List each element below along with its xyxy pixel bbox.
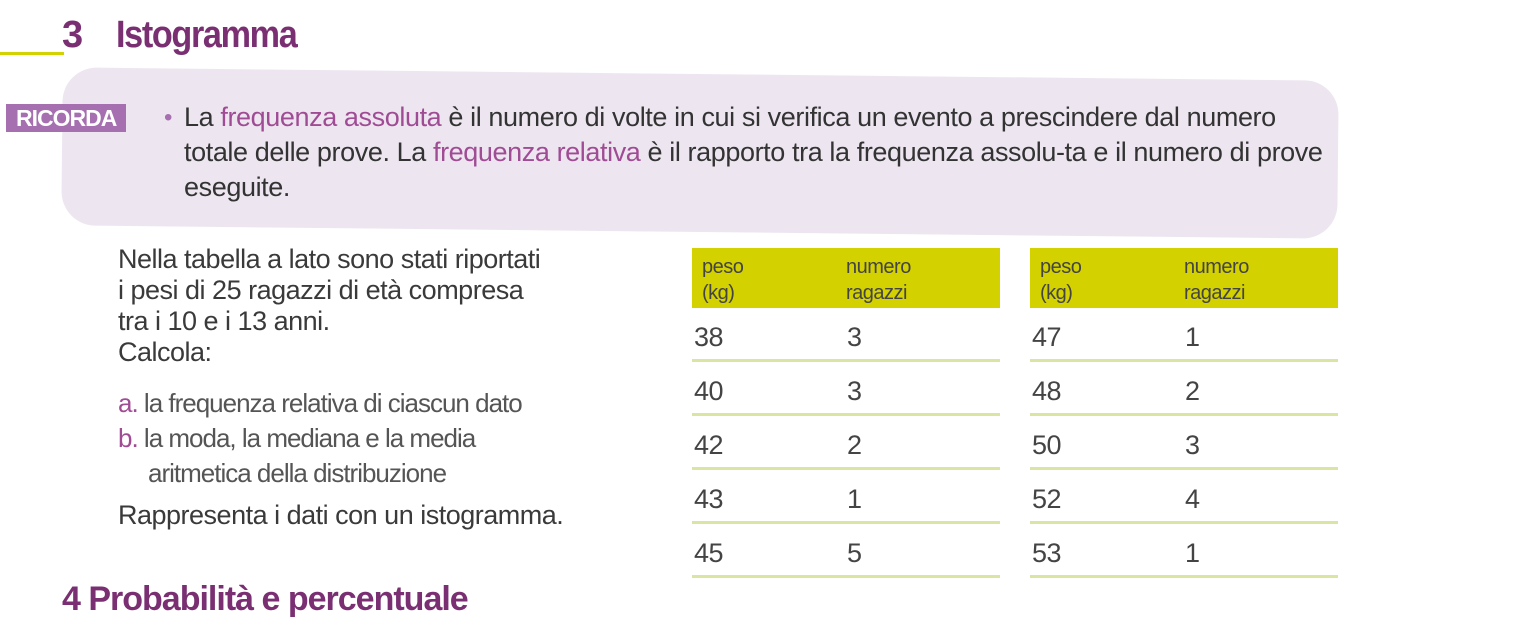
sub-items <box>118 386 638 491</box>
section-title: Istogramma <box>116 14 297 56</box>
header-numero: numero ragazzi <box>1184 256 1249 304</box>
table-row: 42 2 <box>692 416 1000 470</box>
final-instruction: Rappresenta i dati con un istogramma. <box>118 500 564 530</box>
ricorda-badge: RICORDA <box>6 104 126 132</box>
table-row: 52 4 <box>1030 470 1338 524</box>
table-row: 53 1 <box>1030 524 1338 578</box>
table-row: 40 3 <box>692 362 1000 416</box>
table-row: 50 3 <box>1030 416 1338 470</box>
header-peso: peso (kg) <box>1040 256 1082 304</box>
problem-statement: Nella tabella a lato sono stati riportati i pesi di 25 ragazzi di età compresa tra i 10 e i 13 anni. Calcola: <box>118 244 541 367</box>
term-frequenza-relativa: frequenza relativa <box>432 137 641 167</box>
section-number: 3 <box>62 14 83 56</box>
table-header <box>692 248 1000 308</box>
table-row: 43 1 <box>692 470 1000 524</box>
ricorda-text: La frequenza assoluta è il numero di volte in cui si verifica un evento a prescindere dal numero totale delle prove. La frequenza relativa è il rapporto tra la frequenza assolu-ta e il numero di prove eseguite. <box>184 102 1323 202</box>
table-row: 45 5 <box>692 524 1000 578</box>
item-a: a. la frequenza relativa di ciascun dato <box>118 388 522 418</box>
item-b: b. la moda, la mediana e la media aritmetica della distribuzione <box>118 423 476 488</box>
table-row: 48 2 <box>1030 362 1338 416</box>
next-section-heading: 4 Probabilità e percentuale <box>62 580 468 618</box>
table-row: 47 1 <box>1030 308 1338 362</box>
table-row: 38 3 <box>692 308 1000 362</box>
header-peso: peso (kg) <box>702 256 744 304</box>
table-right <box>1030 248 1338 578</box>
table-left <box>692 248 1000 578</box>
header-numero: numero ragazzi <box>846 256 911 304</box>
bullet-icon: • <box>164 104 173 131</box>
table-header <box>1030 248 1338 308</box>
heading-rule <box>0 52 64 55</box>
term-frequenza-assoluta: frequenza assoluta <box>220 102 442 132</box>
